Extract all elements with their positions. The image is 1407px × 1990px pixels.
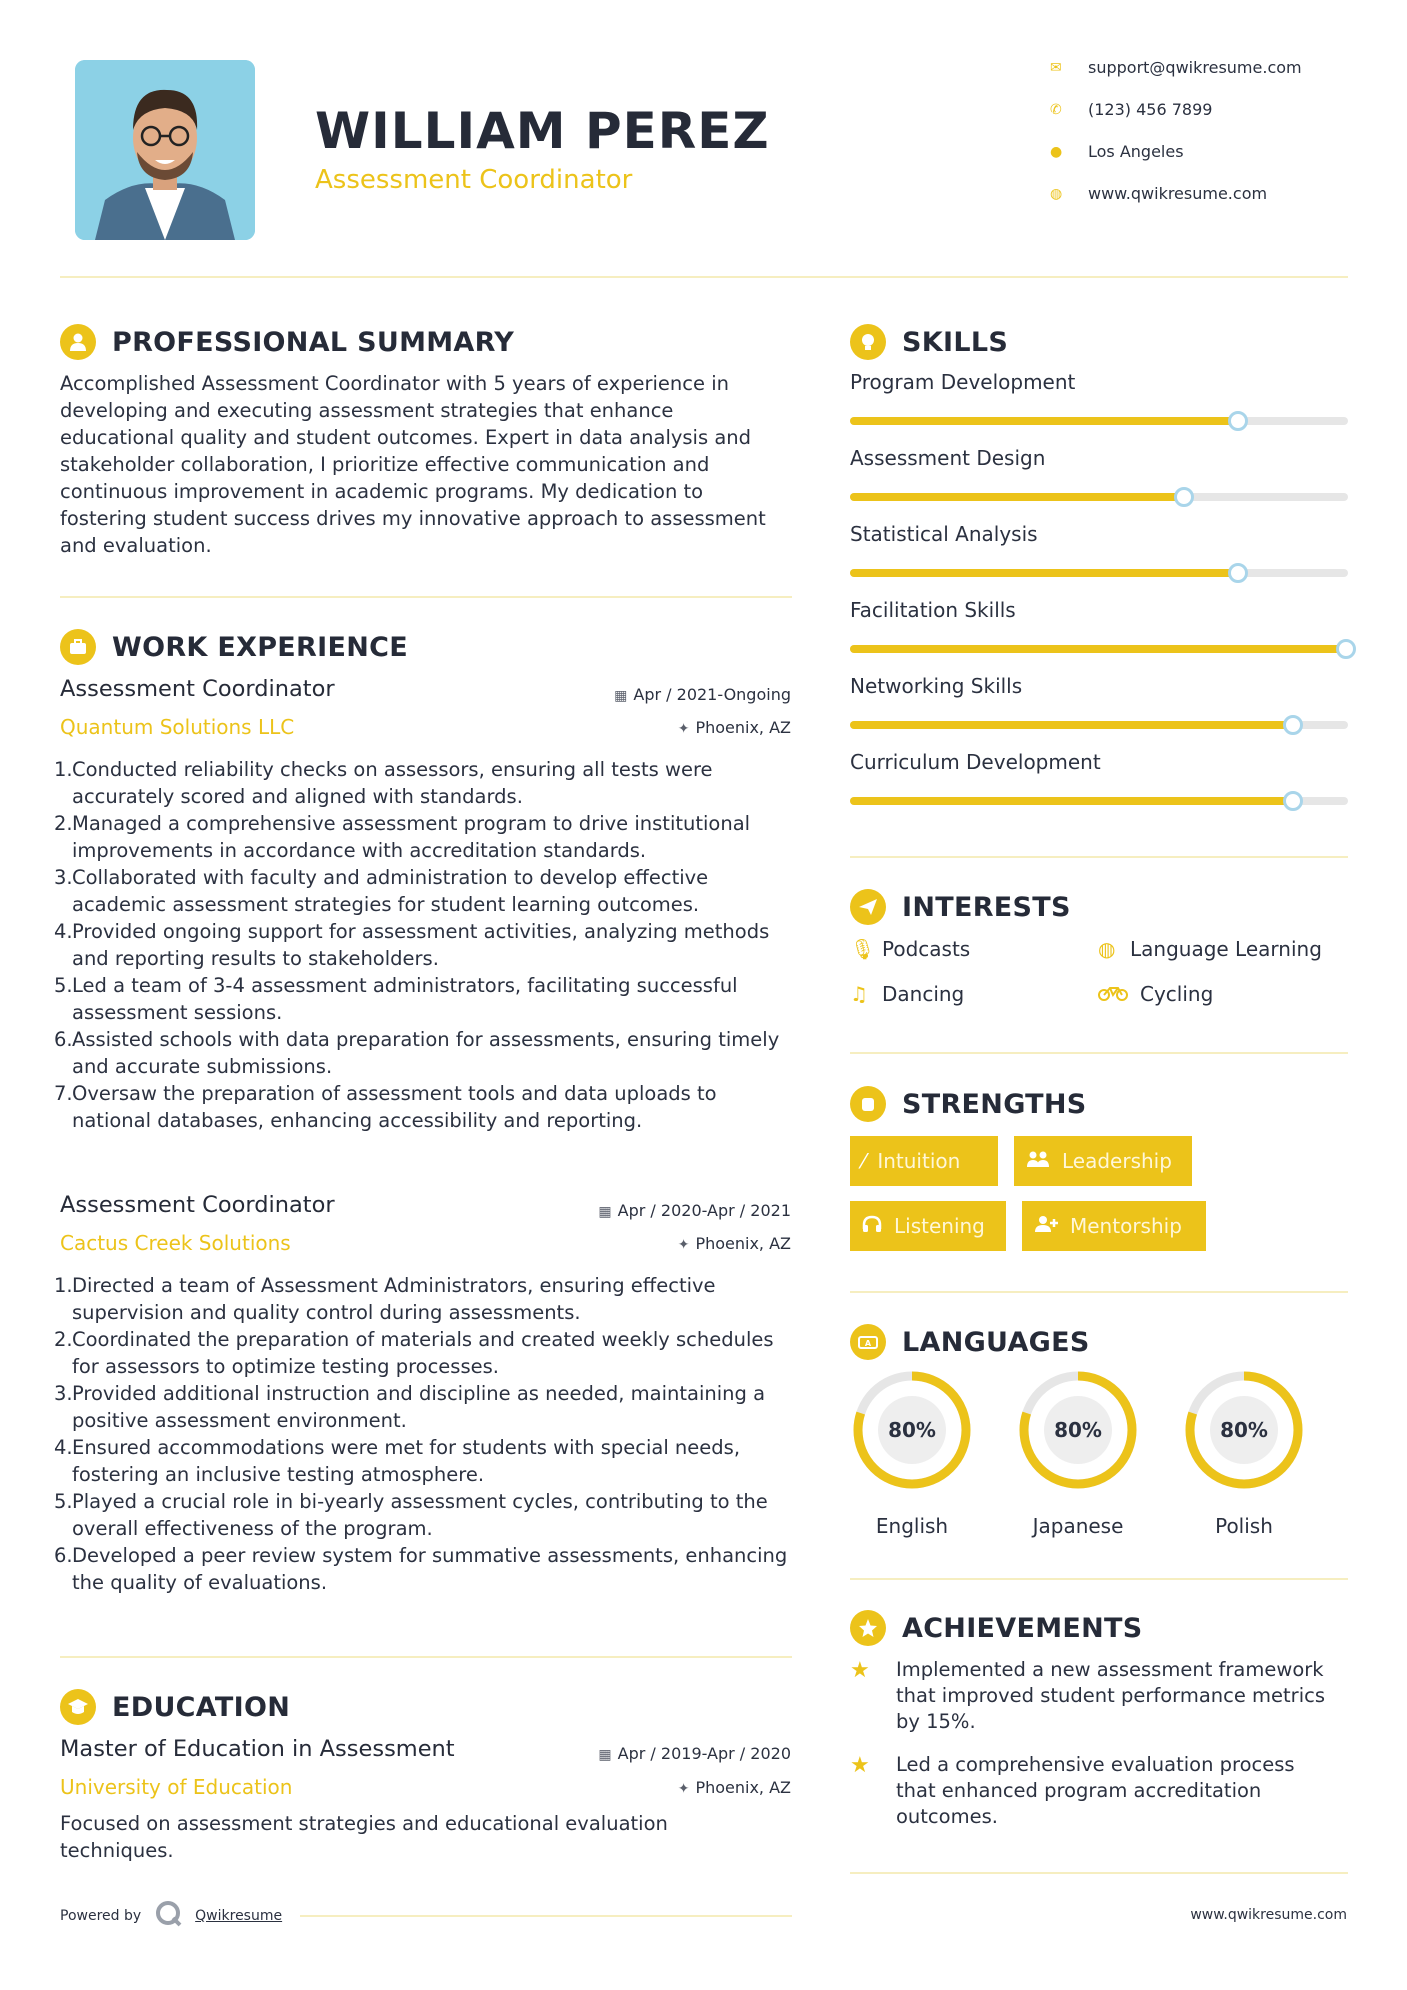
skill-bar-knob (1336, 639, 1356, 659)
list-item: 6. Assisted schools with data preparation for assessments, ensuring timely and accurate submissions. (54, 1028, 780, 1078)
skill-bar (850, 645, 1348, 653)
music-note-icon: ♫ (850, 982, 868, 1006)
user-icon (60, 324, 96, 360)
skill-bar-knob (1228, 563, 1248, 583)
job-1-bullets (54, 756, 794, 1134)
list-item: 2. Managed a comprehensive assessment program to drive institutional improvements in accordance with accreditation standards. (54, 812, 751, 862)
globe-icon: ◍ (1050, 185, 1063, 202)
skills-title: SKILLS (902, 326, 1009, 358)
summary-divider (60, 596, 792, 598)
briefcase-icon (60, 629, 96, 665)
list-item: 6. Developed a peer review system for summative assessments, enhancing the quality of evaluations. (54, 1544, 788, 1594)
experience-title: WORK EXPERIENCE (112, 631, 408, 663)
list-item: 1. Directed a team of Assessment Administrators, ensuring effective supervision and quality control during assessments. (54, 1274, 716, 1324)
language-name: Polish (1215, 1514, 1273, 1538)
contact-phone[interactable] (1050, 100, 1350, 119)
languages-title: LANGUAGES (902, 1326, 1090, 1358)
languages-divider (850, 1578, 1348, 1580)
svg-text:A: A (864, 1339, 872, 1348)
users-icon (1026, 1149, 1050, 1173)
skill-bar-fill (850, 797, 1293, 805)
job-1-date-text: Apr / 2021-Ongoing (633, 685, 791, 704)
contact-email[interactable] (1050, 58, 1350, 77)
list-item: 5. Led a team of 3-4 assessment administrators, facilitating successful assessment sessions. (54, 974, 738, 1024)
language-item (850, 1368, 974, 1538)
list-item: 5. Played a crucial role in bi-yearly assessment cycles, contributing to the overall effectiveness of the program. (54, 1490, 768, 1540)
contact-location (1050, 142, 1350, 161)
job-2-company: Cactus Creek Solutions (60, 1231, 291, 1255)
interests-title: INTERESTS (902, 891, 1071, 923)
education-text: Focused on assessment strategies and educational evaluation techniques. (60, 1812, 668, 1862)
interest-cycling: Cycling (1098, 982, 1213, 1006)
brand-link[interactable]: Qwikresume (195, 1908, 283, 1924)
education-location-text: Phoenix, AZ (695, 1778, 791, 1797)
skill-bar-knob (1174, 487, 1194, 507)
skill-name: Assessment Design (850, 446, 1046, 470)
calendar-icon: ▦ (598, 1204, 612, 1220)
globe-icon: ◍ (1098, 937, 1116, 961)
education-location (678, 1778, 791, 1797)
phone-icon: ✆ (1050, 101, 1062, 118)
location-pin-icon: ● (1050, 143, 1063, 160)
language-name: Japanese (1032, 1514, 1124, 1538)
skill-bar (850, 721, 1348, 729)
skill-bar-fill (850, 417, 1238, 425)
experience-divider (60, 1656, 792, 1658)
language-ring (1016, 1368, 1140, 1492)
education-heading (60, 1689, 290, 1725)
skill-name: Networking Skills (850, 674, 1023, 698)
pin-icon: ✦ (677, 1237, 690, 1253)
job-1-location-text: Phoenix, AZ (695, 718, 791, 737)
skill-bar-fill (850, 569, 1238, 577)
education-school: University of Education (60, 1775, 293, 1799)
headphones-icon (862, 1214, 882, 1238)
list-item: 3. Collaborated with faculty and administration to develop effective academic assessment strategies for student learning outcomes. (54, 866, 709, 916)
strength-listening: Listening (850, 1201, 1006, 1251)
interest-podcasts: 🎙︎ Podcasts (850, 937, 971, 961)
calendar-icon: ▦ (598, 1747, 612, 1763)
job-2-date (598, 1201, 791, 1220)
strength-mentorship: Mentorship (1022, 1201, 1206, 1251)
calendar-icon: ▦ (614, 688, 628, 704)
achievement-1: Implemented a new assessment framework that improved student performance metrics by 15%. (896, 1658, 1325, 1733)
magic-wand-icon: ⁄ (862, 1149, 866, 1173)
user-plus-icon (1034, 1214, 1058, 1238)
job-2-location (678, 1234, 791, 1253)
education-date (598, 1744, 791, 1763)
skill-bar-fill (850, 493, 1184, 501)
job-1-location (678, 718, 791, 737)
skill-bar (850, 569, 1348, 577)
strength-leadership: Leadership (1014, 1136, 1192, 1186)
skill-bar (850, 797, 1348, 805)
achievements-divider (850, 1872, 1348, 1874)
language-percent: 80% (1220, 1418, 1268, 1442)
achievement-2: Led a comprehensive evaluation process that enhanced program accreditation outcomes. (896, 1753, 1295, 1828)
interest-dancing: ♫ Dancing (850, 982, 965, 1006)
skill-name: Curriculum Development (850, 750, 1101, 774)
contact-email-text: support@qwikresume.com (1088, 58, 1302, 77)
language-ring (1182, 1368, 1306, 1492)
skill-bar-knob (1228, 411, 1248, 431)
skill-name: Program Development (850, 370, 1076, 394)
interest-language-learning: ◍ Language Learning (1098, 937, 1322, 961)
list-item: 3. Provided additional instruction and discipline as needed, maintaining a positive assessment environment. (54, 1382, 766, 1432)
strength-intuition: ⁄ Intuition (850, 1136, 998, 1186)
summary-title: PROFESSIONAL SUMMARY (112, 326, 515, 358)
education-title: EDUCATION (112, 1691, 291, 1723)
skill-bar-fill (850, 721, 1293, 729)
contact-website[interactable] (1050, 184, 1350, 203)
fist-icon (850, 1086, 886, 1122)
job-2-title: Assessment Coordinator (60, 1192, 335, 1218)
pin-icon: ✦ (677, 721, 690, 737)
skills-divider (850, 856, 1348, 858)
language-percent: 80% (1054, 1418, 1102, 1442)
experience-heading (60, 629, 408, 665)
contact-phone-text: (123) 456 7899 (1088, 100, 1213, 119)
qwikresume-logo-icon (155, 1900, 183, 1932)
education-date-text: Apr / 2019-Apr / 2020 (617, 1744, 791, 1763)
achievements-heading (850, 1610, 1143, 1646)
footer-website[interactable]: www.qwikresume.com (1190, 1907, 1347, 1923)
skill-bar (850, 493, 1348, 501)
summary-heading (60, 324, 514, 360)
list-item: 2. Coordinated the preparation of materials and created weekly schedules for assessors to optimize testing processes. (54, 1328, 774, 1378)
interests-heading (850, 889, 1071, 925)
strengths-divider (850, 1291, 1348, 1293)
skills-heading (850, 324, 1008, 360)
language-item (1016, 1368, 1140, 1538)
job-1-title: Assessment Coordinator (60, 676, 335, 702)
contact-location-text: Los Angeles (1088, 142, 1184, 161)
profile-photo (75, 60, 255, 240)
bicycle-icon (1098, 982, 1130, 1006)
graduation-cap-icon (60, 1689, 96, 1725)
job-2-location-text: Phoenix, AZ (695, 1234, 791, 1253)
education-degree: Master of Education in Assessment (60, 1736, 455, 1762)
skill-name: Facilitation Skills (850, 598, 1016, 622)
list-item: 4. Provided ongoing support for assessment activities, analyzing methods and reporting results to stakeholders. (54, 920, 770, 970)
achievements-title: ACHIEVEMENTS (902, 1612, 1143, 1644)
strengths-heading (850, 1086, 1087, 1122)
language-name: English (875, 1514, 949, 1538)
email-icon: ✉ (1050, 59, 1062, 76)
skill-bar-knob (1283, 791, 1303, 811)
language-icon (850, 1324, 886, 1360)
language-item (1182, 1368, 1306, 1538)
star-badge-icon (850, 1610, 886, 1646)
powered-by-text: Powered by (60, 1908, 142, 1924)
list-item: 7. Oversaw the preparation of assessment tools and data uploads to national databases, enhancing accessibility and reporting. (54, 1082, 717, 1132)
footer-divider (300, 1915, 792, 1917)
job-1-date (614, 685, 791, 704)
languages-heading (850, 1324, 1090, 1360)
interests-divider (850, 1052, 1348, 1054)
strengths-title: STRENGTHS (902, 1088, 1087, 1120)
job-2-date-text: Apr / 2020-Apr / 2021 (617, 1201, 791, 1220)
language-percent: 80% (888, 1418, 936, 1442)
footer-powered-by (60, 1900, 282, 1932)
pin-icon: ✦ (677, 1781, 690, 1797)
microphone-icon: 🎙︎ (850, 937, 876, 961)
skill-bar-fill (850, 645, 1348, 653)
list-item: 1. Conducted reliability checks on assessors, ensuring all tests were accurately scored and aligned with standards. (54, 758, 713, 808)
list-item: 4. Ensured accommodations were met for students with special needs, fostering an inclusive testing atmosphere. (54, 1436, 741, 1486)
paper-plane-icon (850, 889, 886, 925)
candidate-name: WILLIAM PEREZ (315, 102, 770, 160)
summary-text: Accomplished Assessment Coordinator with 5 years of experience in developing and executing assessment strategies that enhance educational quality and student outcomes. Expert in data analysis and stakeholder collaboration, I prioritize effective communication and continuous improvement in academic programs. My dedication to fostering student success drives my innovative approach to assessment and evaluation. (60, 372, 766, 557)
star-icon: ★ (850, 1658, 870, 1683)
header-divider (60, 276, 1348, 278)
candidate-role: Assessment Coordinator (315, 165, 633, 195)
language-ring (850, 1368, 974, 1492)
contact-website-text: www.qwikresume.com (1088, 184, 1268, 203)
skill-bar (850, 417, 1348, 425)
job-1-company: Quantum Solutions LLC (60, 715, 295, 739)
job-2-bullets (54, 1272, 794, 1596)
skill-bar-knob (1283, 715, 1303, 735)
star-icon: ★ (850, 1753, 870, 1778)
lightbulb-icon (850, 324, 886, 360)
skill-name: Statistical Analysis (850, 522, 1038, 546)
